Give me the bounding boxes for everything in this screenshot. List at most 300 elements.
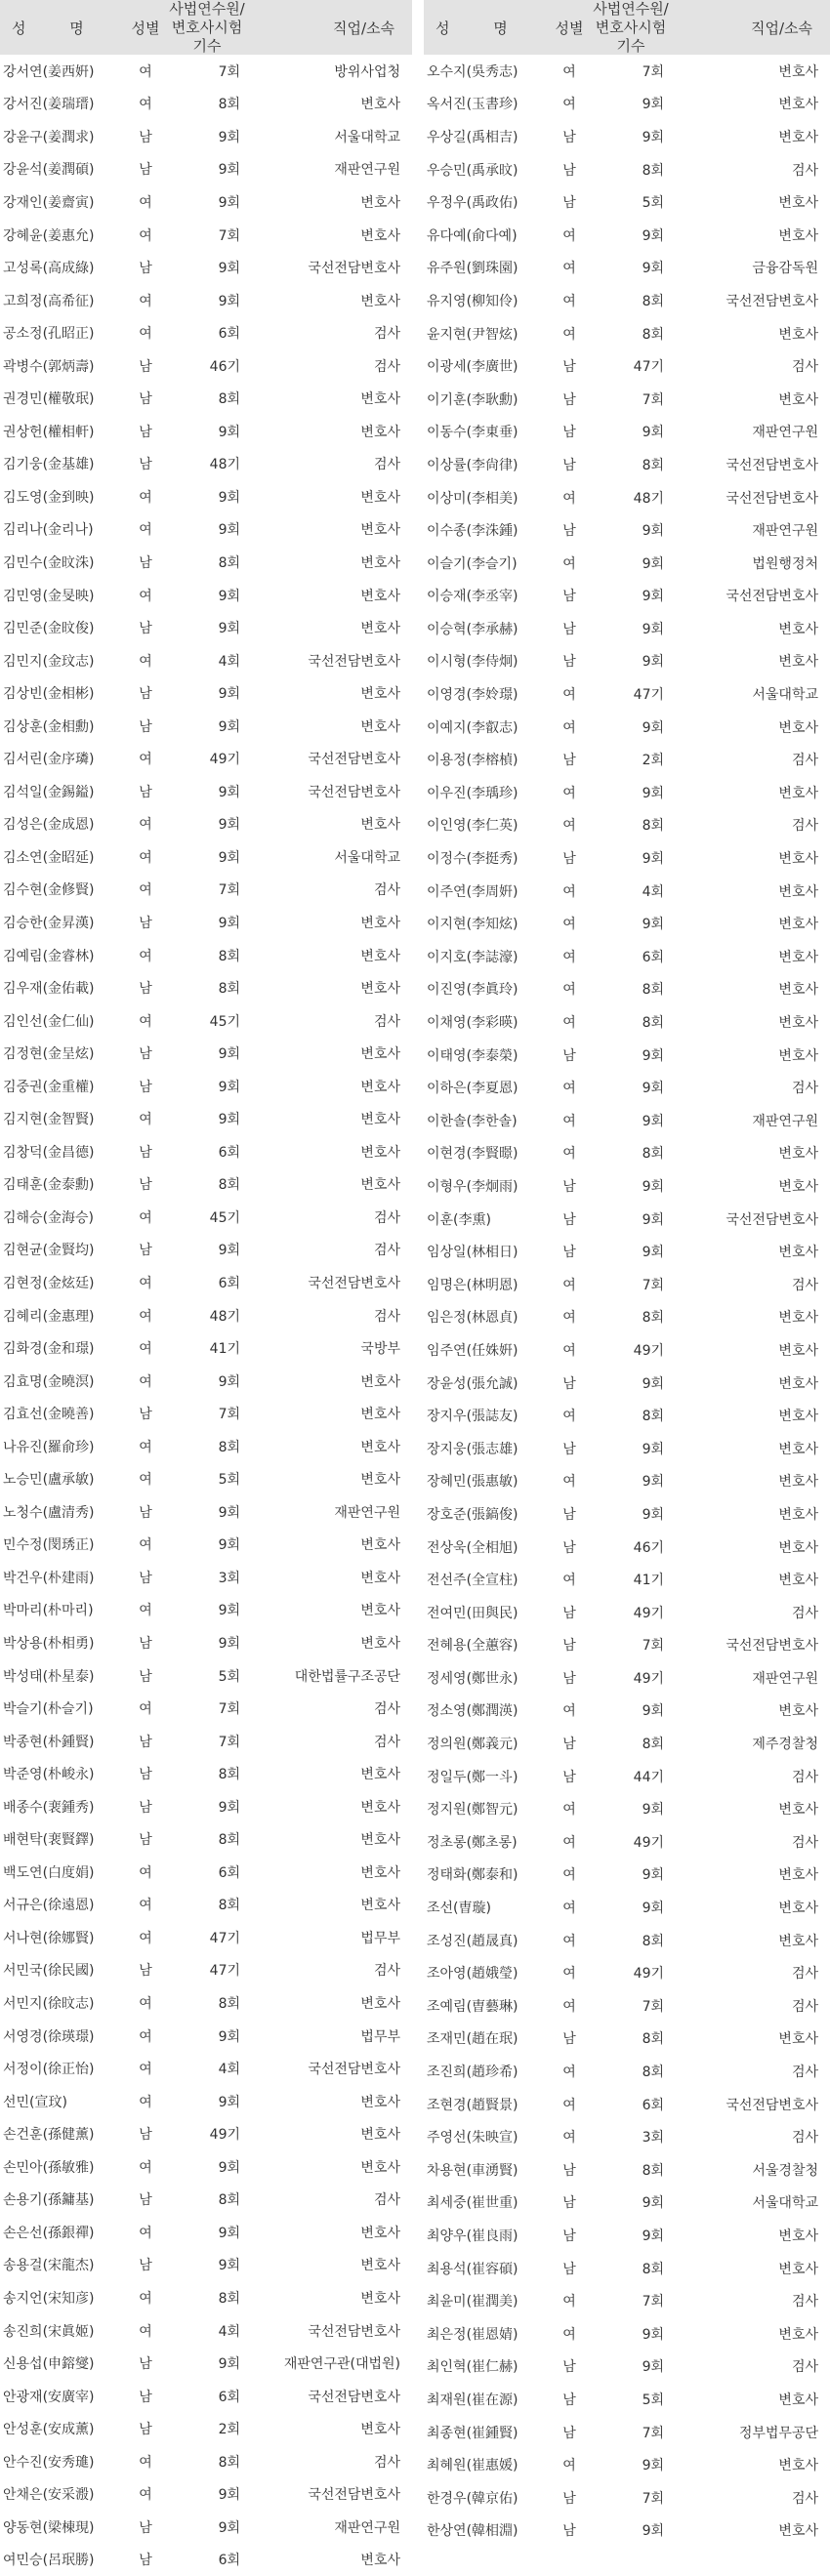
cell-term: 9회 [642,2195,664,2212]
cell-term: 9회 [218,686,240,703]
cell-job: 변호사 [360,915,400,931]
cell-name: 권상헌(權相軒) [3,424,95,440]
cell-gender: 남 [562,129,576,145]
cell-term: 8회 [642,1015,664,1032]
cell-term: 8회 [642,2162,664,2179]
cell-job: 변호사 [360,1079,400,1095]
table-row [424,1661,830,1695]
cell-term: 7회 [642,2294,664,2310]
cell-job: 금융감독원 [752,261,818,277]
cell-gender: 여 [139,1373,152,1390]
cell-job: 변호사 [778,1342,818,1359]
table-row [0,2380,412,2413]
cell-job: 변호사 [778,1178,818,1195]
table-row [0,1495,412,1529]
table-row [0,1594,412,1627]
table-row [0,1463,412,1496]
cell-term: 8회 [218,981,240,998]
cell-gender: 남 [139,424,152,440]
cell-gender: 여 [562,97,576,113]
cell-name: 최종현(崔鍾賢) [427,2425,519,2441]
table-row [0,219,412,252]
cell-name: 박건우(朴建雨) [3,1570,95,1586]
cell-name: 장윤성(張允誠) [427,1375,519,1392]
cell-job: 변호사 [778,129,818,145]
cell-job: 검사 [791,162,818,179]
cell-gender: 남 [562,1441,576,1457]
cell-job: 검사 [791,2130,818,2147]
header-term-line1: 사법연수원/ [169,0,245,18]
table-row [0,1004,412,1038]
cell-term: 4회 [218,653,240,670]
cell-job: 변호사 [778,1047,818,1064]
cell-job: 변호사 [360,718,400,735]
cell-term: 9회 [642,1245,664,1261]
table-row [424,1497,830,1531]
cell-gender: 여 [139,1996,152,2013]
table-row [424,1727,830,1760]
cell-name: 최윤미(崔潤美) [427,2294,519,2310]
table-row [424,776,830,809]
cell-gender: 여 [562,1703,576,1720]
table-row [424,1367,830,1400]
cell-term: 6회 [642,2097,664,2113]
table-row [424,1235,830,1268]
cell-name: 노승민(盧承敏) [3,1472,95,1489]
cell-name: 고성록(高成綠) [3,261,95,277]
header-name: 성 명 [436,19,527,37]
table-row [424,2187,830,2220]
cell-name: 유주원(劉珠園) [427,261,519,277]
cell-term: 5회 [642,195,664,212]
cell-name: 김지현(金智賢) [3,1112,95,1128]
table-row [424,809,830,842]
cell-gender: 여 [139,1864,152,1881]
cell-name: 고희정(高希征) [3,293,95,309]
cell-term: 4회 [218,2062,240,2078]
cell-job: 검사 [791,1998,818,2015]
table-row [424,2120,830,2153]
cell-term: 41기 [209,1341,240,1358]
header-term [592,0,670,56]
cell-gender: 남 [562,2162,576,2179]
cell-gender: 남 [562,1211,576,1228]
cell-name: 최혜원(崔惠媛) [427,2458,519,2474]
cell-name: 김효선(金曉善) [3,1407,95,1423]
table-row [424,153,830,186]
cell-gender: 여 [562,785,576,801]
cell-job: 변호사 [360,424,400,440]
cell-gender: 여 [139,948,152,964]
cell-job: 국방부 [360,1341,400,1358]
cell-job: 변호사 [778,1245,818,1261]
cell-gender: 남 [139,1668,152,1685]
cell-gender: 남 [139,2127,152,2144]
table-row [424,1825,830,1859]
cell-gender: 남 [562,2261,576,2277]
table-row [0,1921,412,1954]
cell-job: 재판연구원 [334,162,400,179]
cell-gender: 여 [562,227,576,244]
table-row [0,579,412,612]
table-row [424,677,830,711]
cell-gender: 남 [562,195,576,212]
cell-name: 김상훈(金相勳) [3,718,95,735]
cell-gender: 여 [139,2094,152,2110]
cell-term: 9회 [642,2359,664,2376]
table-row [0,415,412,448]
table-row [424,743,830,776]
cell-term: 8회 [218,948,240,964]
cell-name: 최양우(崔良雨) [427,2228,519,2244]
table-row [424,2153,830,2187]
cell-gender: 남 [139,1832,152,1849]
cell-job: 법원행정처 [752,555,818,572]
table-row [424,1203,830,1236]
cell-job: 변호사 [360,2225,400,2241]
table-row [0,1986,412,2020]
cell-gender: 여 [139,97,152,113]
cell-job: 변호사 [778,391,818,408]
cell-gender: 남 [139,1504,152,1521]
cell-gender: 남 [139,358,152,375]
table-row [0,1365,412,1398]
cell-gender: 남 [139,1799,152,1816]
cell-job: 검사 [373,2454,400,2471]
cell-term: 6회 [218,1276,240,1291]
table-row [0,251,412,284]
cell-name: 임은정(林恩貞) [427,1310,519,1327]
table-row [424,875,830,908]
cell-term: 8회 [642,982,664,999]
table-row [0,874,412,907]
table-row [0,349,412,383]
cell-gender: 여 [562,293,576,309]
table-row [424,2252,830,2285]
cell-term: 2회 [642,753,664,769]
cell-term: 8회 [218,1898,240,1914]
cell-term: 9회 [218,1799,240,1816]
cell-name: 조예림(曺藝琳) [427,1998,519,2015]
cell-term: 7회 [642,1638,664,1655]
cell-term: 7회 [218,1734,240,1750]
cell-name: 박슬기(朴슬기) [3,1701,94,1718]
cell-job: 변호사 [360,2127,400,2144]
cell-job: 검사 [791,1081,818,1097]
cell-term: 47기 [209,1963,240,1980]
cell-term: 9회 [218,1636,240,1653]
cell-term: 6회 [218,326,240,343]
cell-gender: 여 [562,1277,576,1293]
table-row [424,1924,830,1957]
cell-name: 송지언(宋知彦) [3,2290,95,2307]
table-row [0,1823,412,1857]
cell-gender: 남 [139,554,152,571]
table-row [0,1529,412,1562]
cell-term: 9회 [642,785,664,801]
table-row [0,1692,412,1725]
cell-name: 강서진(姜瑞瑨) [3,97,95,113]
cell-term: 9회 [642,129,664,145]
cell-name: 나유진(羅俞珍) [3,1439,95,1455]
cell-job: 변호사 [778,1409,818,1425]
table-row [424,383,830,416]
table-row [0,2281,412,2314]
cell-gender: 여 [562,2458,576,2474]
table-row [424,2219,830,2252]
cell-job: 변호사 [360,1603,400,1619]
table-row [0,2117,412,2150]
table-row [424,1956,830,1989]
cell-job: 재판연구원 [334,1504,400,1521]
cell-gender: 남 [139,391,152,408]
cell-term: 9회 [218,293,240,309]
cell-gender: 여 [139,1341,152,1358]
cell-gender: 여 [139,2062,152,2078]
cell-term: 9회 [642,1901,664,1917]
cell-gender: 남 [139,784,152,800]
table-row [0,1856,412,1889]
cell-name: 장지우(張誌友) [427,1409,519,1425]
cell-job: 변호사 [360,1472,400,1489]
cell-name: 임명은(林明恩) [427,1277,519,1293]
table-row [0,1070,412,1103]
cell-gender: 남 [562,1638,576,1655]
table-row [0,2511,412,2544]
cell-gender: 여 [562,2097,576,2113]
cell-name: 김중권(金重權) [3,1079,95,1095]
cell-job: 변호사 [778,326,818,343]
table-row [0,2544,412,2576]
cell-name: 유다예(俞다예) [427,227,518,244]
cell-job: 변호사 [778,2228,818,2244]
cell-job: 변호사 [778,785,818,801]
cell-name: 장지웅(張志雄) [427,1441,519,1457]
cell-name: 서민국(徐民國) [3,1963,95,1980]
cell-job: 검사 [791,1605,818,1621]
cell-gender: 남 [562,1737,576,1753]
cell-job: 제주경찰청 [752,1737,818,1753]
cell-gender: 여 [562,1015,576,1032]
table-row [0,88,412,121]
cell-gender: 여 [562,917,576,933]
cell-job: 변호사 [360,1046,400,1063]
cell-job: 변호사 [778,2261,818,2277]
cell-job: 국선전담변호사 [726,293,818,309]
cell-gender: 여 [139,63,152,80]
cell-job: 변호사 [360,1864,400,1881]
cell-name: 김태훈(金泰勳) [3,1177,95,1194]
cell-name: 공소정(孔昭正) [3,326,95,343]
cell-term: 3회 [642,2130,664,2147]
cell-gender: 여 [139,1603,152,1619]
cell-gender: 여 [562,261,576,277]
cell-term: 9회 [642,1703,664,1720]
table-row [424,317,830,350]
table-row [0,2216,412,2249]
cell-term: 9회 [218,2258,240,2274]
cell-job: 변호사 [360,1537,400,1554]
cell-name: 김민준(金旼俊) [3,621,95,637]
cell-name: 김혜리(金惠理) [3,1308,95,1325]
cell-term: 9회 [218,162,240,179]
cell-name: 안광재(安廣宰) [3,2389,95,2405]
cell-term: 8회 [218,1767,240,1783]
cell-gender: 여 [139,653,152,670]
cell-term: 5회 [218,1668,240,1685]
cell-term: 6회 [218,2553,240,2569]
cell-term: 8회 [218,1177,240,1194]
cell-name: 여민승(呂珉勝) [3,2553,95,2569]
cell-gender: 남 [562,589,576,605]
table-row [424,349,830,383]
table-row [0,2249,412,2282]
cell-name: 유지영(柳知伶) [427,293,519,309]
table-row [0,808,412,841]
cell-term: 8회 [218,391,240,408]
cell-gender: 남 [562,2228,576,2244]
cell-name: 이우진(李瑀珍) [427,785,519,801]
cell-job: 재판연구원 [752,425,818,441]
table-row [424,1792,830,1825]
cell-term: 49기 [633,1605,664,1621]
header-term-line2: 변호사시험 기수 [595,18,667,55]
cell-job: 변호사 [360,621,400,637]
cell-term: 6회 [218,1144,240,1161]
cell-gender: 여 [562,1342,576,1359]
cell-name: 장호준(張鎬俊) [427,1506,519,1523]
cell-name: 강재인(姜齋寅) [3,194,95,211]
cell-job: 변호사 [360,2094,400,2110]
cell-gender: 여 [139,1439,152,1455]
cell-gender: 남 [562,391,576,408]
cell-gender: 여 [562,2326,576,2343]
cell-name: 이동수(李東垂) [427,425,519,441]
cell-job: 변호사 [778,97,818,113]
cell-term: 49기 [633,1342,664,1359]
cell-name: 정일두(鄭一斗) [427,1769,519,1785]
cell-job: 변호사 [360,2258,400,2274]
cell-gender: 남 [139,457,152,473]
cell-job: 변호사 [778,2523,818,2540]
cell-job: 검사 [791,2490,818,2507]
cell-name: 신용섭(申鎔燮) [3,2356,95,2373]
cell-name: 김현정(金炫廷) [3,1276,95,1291]
cell-gender: 여 [139,194,152,211]
table-row [0,840,412,874]
cell-name: 김상빈(金相彬) [3,686,95,703]
cell-gender: 여 [562,1113,576,1129]
cell-job: 검사 [791,2359,818,2376]
cell-name: 장혜민(張惠敏) [427,1474,519,1491]
cell-job: 서울대학교 [334,129,400,145]
cell-job: 변호사 [778,1441,818,1457]
cell-term: 9회 [218,1504,240,1521]
cell-gender: 여 [562,818,576,835]
table-row [424,1695,830,1728]
table-row [424,2351,830,2384]
cell-gender: 여 [139,1537,152,1554]
cell-job: 서울대학교 [752,2195,818,2212]
cell-gender: 남 [562,2490,576,2507]
cell-term: 9회 [642,1867,664,1884]
cell-term: 9회 [218,1112,240,1128]
table-row [0,1889,412,1922]
cell-term: 8회 [642,1146,664,1163]
cell-name: 이기훈(李耿勳) [427,391,519,408]
table-row [0,513,412,547]
cell-gender: 여 [139,2290,152,2307]
cell-term: 7회 [642,391,664,408]
table-row [0,2314,412,2348]
cell-term: 9회 [642,1375,664,1392]
cell-job: 검사 [791,1769,818,1785]
cell-term: 9회 [642,261,664,277]
cell-gender: 여 [562,2065,576,2081]
cell-name: 강윤구(姜潤求) [3,129,95,145]
cell-name: 김우재(金佑載) [3,981,95,998]
cell-term: 9회 [218,424,240,440]
cell-name: 강윤석(姜潤碩) [3,162,95,179]
cell-gender: 여 [139,489,152,506]
cell-gender: 여 [139,1308,152,1325]
cell-name: 최재원(崔在源) [427,2392,519,2408]
cell-gender: 남 [562,753,576,769]
cell-name: 정소영(鄭潤渶) [427,1703,519,1720]
cell-name: 옥서진(玉書珍) [427,97,519,113]
cell-term: 9회 [642,1178,664,1195]
cell-term: 8회 [218,2192,240,2209]
cell-gender: 남 [562,2392,576,2408]
cell-job: 국선전담변호사 [726,2097,818,2113]
cell-job: 검사 [373,457,400,473]
table-row [0,1561,412,1594]
cell-name: 강서연(姜西姸) [3,63,95,80]
cell-job: 변호사 [778,982,818,999]
cell-term: 8회 [642,293,664,309]
cell-job: 변호사 [360,981,400,998]
cell-name: 최인혁(崔仁赫) [427,2359,519,2376]
cell-job: 변호사 [778,1506,818,1523]
cell-gender: 남 [562,1506,576,1523]
cell-name: 노청수(盧清秀) [3,1504,95,1521]
cell-job: 변호사 [778,917,818,933]
cell-gender: 여 [562,1802,576,1819]
cell-job: 변호사 [778,1933,818,1949]
cell-term: 48기 [209,1308,240,1325]
table-row [0,2412,412,2445]
table-row [424,1859,830,1892]
cell-gender: 남 [139,1046,152,1063]
cell-job: 검사 [373,358,400,375]
table-row [424,284,830,317]
cell-term: 9회 [218,261,240,277]
table-row [0,971,412,1004]
table-row [424,2416,830,2449]
table-row [424,2055,830,2088]
cell-term: 9회 [642,1441,664,1457]
cell-term: 9회 [218,2519,240,2536]
cell-name: 송진희(宋眞姬) [3,2323,95,2340]
cell-name: 한경우(韓京佑) [427,2490,519,2507]
table-row [0,1234,412,1267]
cell-name: 서정이(徐正怡) [3,2062,95,2078]
cell-term: 46기 [633,1539,664,1556]
cell-name: 이채영(李彩暎) [427,1015,519,1032]
cell-term: 9회 [218,2225,240,2241]
cell-gender: 여 [139,1930,152,1946]
cell-name: 김기웅(金基雄) [3,457,95,473]
